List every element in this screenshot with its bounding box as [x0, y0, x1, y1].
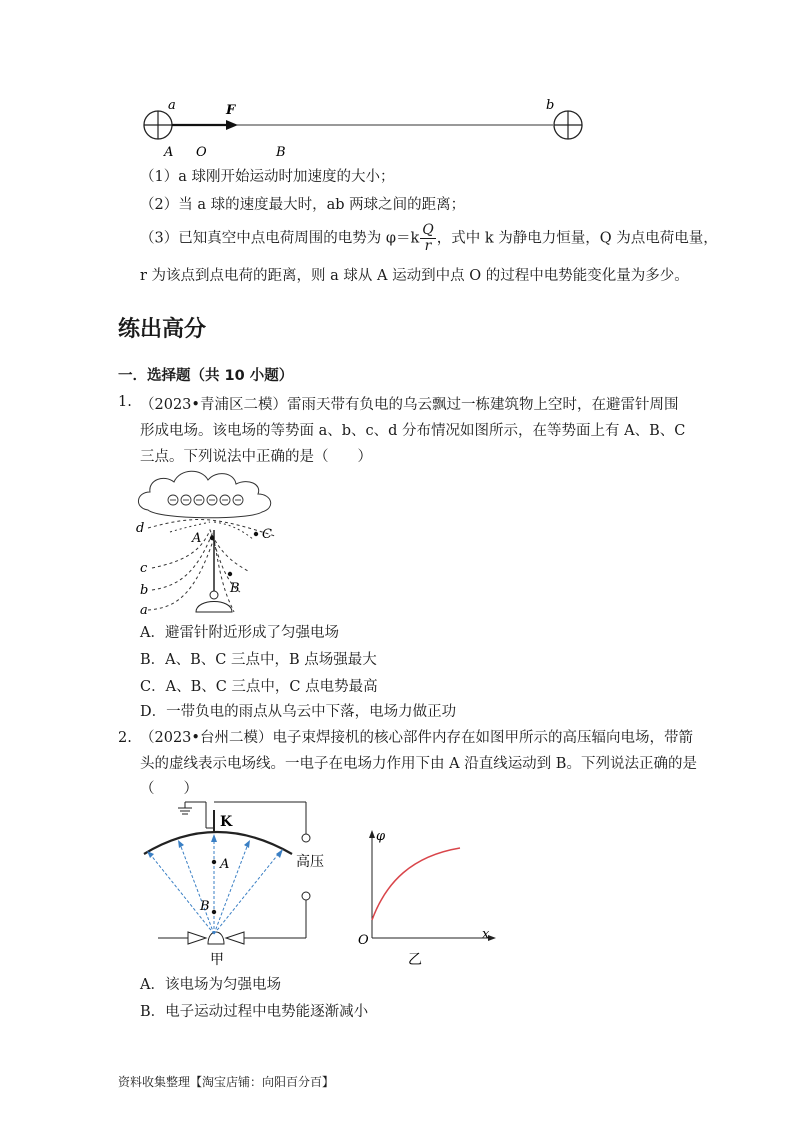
q1-option-A: A．避雷针附近形成了匀强电场: [140, 625, 339, 641]
q2-text-line2: 头的虚线表示电场线。一电子在电场力作用下由 A 沿直线运动到 B。下列说法正确的是: [140, 756, 697, 772]
sub-question-3: [140, 223, 718, 254]
label-a: a: [168, 98, 176, 113]
q1-text: （2023•青浦区二模）雷雨天带有负电的乌云飘过一栋建筑物上空时，在避雷针周围形成电场。该电场的等势面 a、b、c、d 分布情况如图所示，在等势面上有 A、B、C 三点。下列说法中正确的是（ ）: [140, 397, 686, 465]
fraction-denominator: r: [424, 238, 432, 254]
figure-lightning-rod: [130, 462, 310, 620]
sub-question-3-after: ，式中 k 为静电力恒量，Q 为点电荷电量，: [436, 230, 718, 247]
q1-option-D: D．一带负电的雨点从乌云中下落，电场力做正功: [140, 704, 457, 720]
page-footer: 资料收集整理【淘宝店铺：向阳百分百】: [118, 1075, 335, 1089]
cloud-icon: [138, 471, 270, 518]
fraction-numerator: Q: [422, 222, 434, 238]
label-F: F: [226, 103, 236, 118]
section-title: 一．选择题（共 10 小题）: [118, 368, 294, 384]
label-C: C: [262, 527, 272, 542]
fraction-Q-over-r: [420, 223, 435, 254]
q2-option-B: B．电子运动过程中电势能逐渐减小: [140, 1004, 369, 1020]
page-heading: 练出高分: [118, 317, 207, 342]
label-O: O: [196, 145, 207, 160]
q2-text-line1: （2023•台州二模）电子束焊接机的核心部件内存在如图甲所示的高压辐向电场，带箭: [140, 730, 693, 746]
label-d: d: [136, 521, 145, 536]
arc-electrode: [144, 832, 292, 854]
label-c: c: [140, 561, 148, 576]
caption-jia: 甲: [210, 952, 224, 968]
point-A: [210, 536, 214, 540]
label-origin: O: [358, 933, 369, 948]
label-a: a: [140, 603, 148, 618]
q1-option-C: C．A、B、C 三点中，C 点电势最高: [140, 679, 378, 695]
point-A: [212, 860, 216, 864]
building-dome: [196, 602, 232, 613]
label-A: A: [220, 857, 230, 872]
label-b: b: [140, 583, 149, 598]
point-B: [212, 910, 216, 914]
label-B: B: [276, 145, 286, 160]
point-C: [254, 532, 258, 536]
label-A: A: [164, 145, 174, 160]
caption-yi: 乙: [408, 952, 422, 968]
figure-jia-radial-field: [140, 798, 340, 970]
equipotential-a: [148, 538, 234, 612]
sub-question-3-before: （3）已知真空中点电荷周围的电势为 φ＝k: [140, 230, 420, 247]
q1-option-B: B．A、B、C 三点中，B 点场强最大: [140, 652, 377, 668]
sub-question-2: （2）当 a 球的速度最大时，ab 两球之间的距离；: [140, 197, 466, 213]
cathode: [208, 932, 224, 944]
sub-question-1: （1）a 球刚开始运动时加速度的大小；: [140, 169, 395, 185]
label-x: x: [482, 927, 490, 942]
label-phi: φ: [376, 829, 386, 844]
q1-number: 1.: [118, 394, 132, 410]
q2-text-line3: （ ）: [140, 781, 198, 797]
figure-yi-phi-graph: [352, 826, 502, 970]
label-high-voltage: 高压: [296, 854, 324, 870]
q2-number: 2.: [118, 730, 132, 746]
q2-option-A: A．该电场为匀强电场: [140, 977, 281, 993]
label-b: b: [546, 98, 555, 113]
label-K: K: [220, 814, 233, 830]
figure-two-charges: [130, 92, 600, 162]
label-B: B: [230, 581, 240, 596]
point-B: [228, 572, 232, 576]
label-B: B: [200, 899, 210, 914]
label-A: A: [192, 531, 202, 546]
sub-question-3-line2: r 为该点到点电荷的距离，则 a 球从 A 运动到中点 O 的过程中电势能变化量为多少。: [140, 268, 689, 284]
phi-curve: [372, 848, 460, 920]
